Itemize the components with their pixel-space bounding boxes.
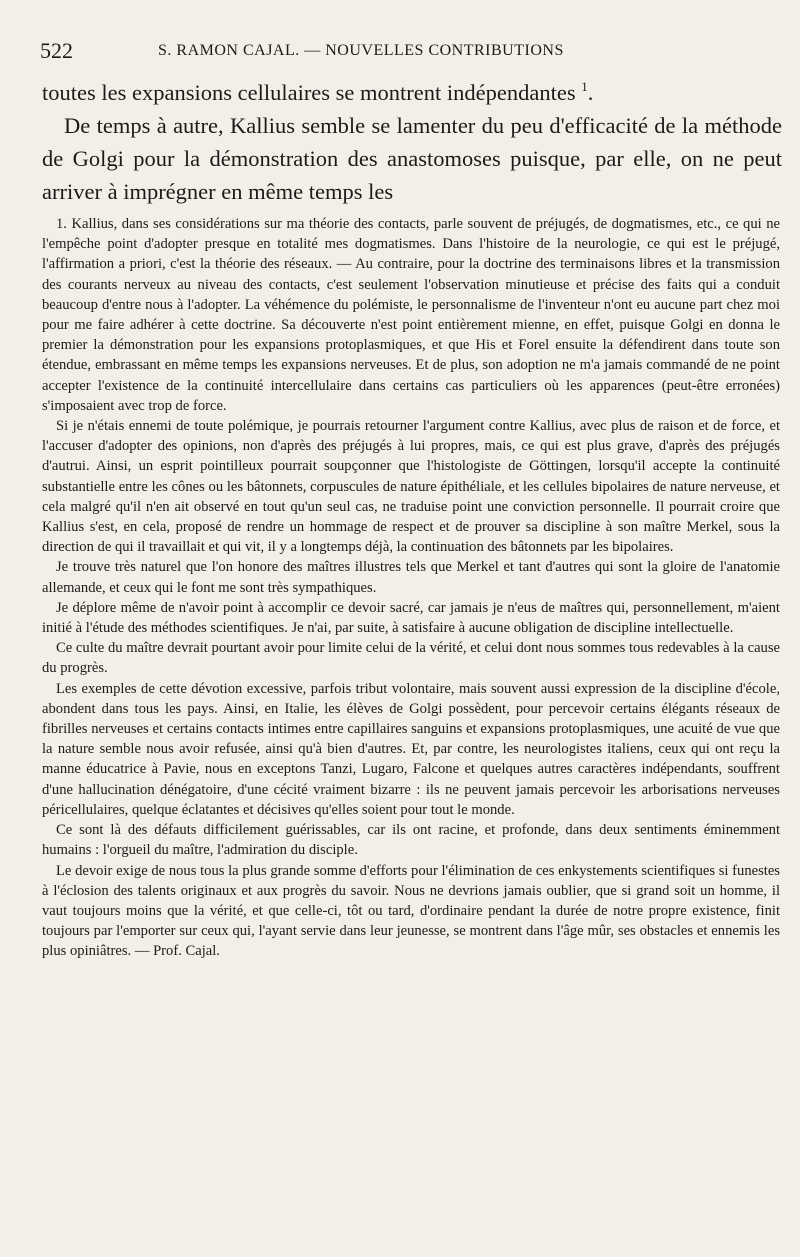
- page-header: [40, 38, 780, 64]
- page-number: 522: [40, 38, 73, 63]
- footnote-paragraph: Si je n'étais ennemi de toute polémique, je pourrais retourner l'argument contre Kallius, avec plus de raison et de force, et l'accuser d'adopter des opinions, non d'après des préjugés à lui propres, mais, ce qui est plus grave, d'après des préjugés d'autrui. Ainsi, un esprit pointilleux pourrait soupçonner que l'histologiste de Göttingen, lorsqu'il accepte la continuité substantielle entre les cônes ou les bâtonnets, corpuscules de nature épithéliale, et les cellules bipolaires de nature nerveuse, et cela malgré qu'il n'en ait observé en tout qu'un seul cas, ne traduise point une conviction personnelle. Il pourrait croire que Kallius s'est, en cela, proposé de rendre un hommage de respect et de prouver sa discipline à son maître Merkel, sous la direction de qui il travaillait et qui vit, il y a longtemps déjà, la continuation des bâtonnets par les bipolaires.: [42, 418, 780, 556]
- footnote-paragraph: Ce culte du maître devrait pourtant avoir pour limite celui de la vérité, et celui dont nous sommes tous redevables à la cause du progrès.: [42, 640, 780, 677]
- running-title: S. RAMON CAJAL. — NOUVELLES CONTRIBUTIONS: [158, 42, 564, 59]
- footnote-paragraph: Je déplore même de n'avoir point à accomplir ce devoir sacré, car jamais je n'eus de maîtres qui, personnellement, m'aient initié à l'étude des méthodes scientifiques. Je n'ai, par suite, à satisfaire à aucune obligation de discipline intellectuelle.: [42, 599, 780, 637]
- footnotes: [42, 214, 780, 962]
- footnote-paragraph: Ce sont là des défauts difficilement guérissables, car ils ont racine, et profonde, dans deux sentiments éminemment humains : l'orgueil du maître, l'admiration du disciple.: [42, 822, 780, 859]
- footnote-paragraph: Je trouve très naturel que l'on honore des maîtres illustres tels que Merkel et tant d'autres qui sont la gloire de l'anatomie allemande, et ceux qui le font me sont très sympathiques.: [42, 559, 780, 596]
- footnote-paragraph: 1. Kallius, dans ses considérations sur ma théorie des contacts, parle souvent de préjugés, de dogmatismes, etc., ce qui ne l'empêche point d'adopter presque en totalité mes dogmatismes. Dans l'histoire de la neurologie, ce qui est le préjugé, l'affirmation a priori, c'est la théorie des réseaux. — Au contraire, pour la doctrine des terminaisons libres et la transmission des courants nerveux au niveau des contacts, c'est seulement l'observation minutieuse et précise des faits qui a conduit beaucoup d'entre nous à l'adopter. La véhémence du polémiste, le personnalisme de l'inventeur n'ont eu aucune part chez moi pour me faire adhérer à cette doctrine. Sa découverte n'est point entièrement mienne, en effet, puisque Golgi en donna le premier la démonstration pour les expansions protoplasmiques, et que His et Forel ensuite la défendirent dans toute son étendue, embrassant en même temps les expansions nerveuses. Et de plus, son adoption ne m'a jamais commandé de ne point accepter l'existence de la continuité intercellulaire dans certains cas particuliers où les apparences (peut-être erronées) s'imposaient avec trop de force.: [42, 216, 780, 414]
- footnote-paragraph: Les exemples de cette dévotion excessive, parfois tribut volontaire, mais souvent aussi expression de la discipline d'école, abondent dans tous les pays. Ainsi, en Italie, les élèves de Golgi possèdent, pour percevoir certains élégants réseaux de fibrilles nerveuses et certains contacts intimes entre capillaires sanguins et expansions protoplasmiques, une acuité de vue que la nature semble nous avoir refusée, ainsi qu'à bien d'autres. Et, par contre, les neurologistes italiens, ceux qui ont reçu la manne éducatrice à Pavie, nous en exceptons Tanzi, Lugaro, Falcone et quelques autres caractères indépendants, souffrent d'une hallucination dénégatoire, d'une cécité vraiment bizarre : ils ne peuvent jamais percevoir les arborisations nerveuses péricellulaires, quelque éclatantes et décisives qu'elles soient pour tout le monde.: [42, 680, 780, 818]
- main-text: [42, 70, 782, 208]
- main-paragraph-2: De temps à autre, Kallius semble se lamenter du peu d'efficacité de la méthode de Golgi pour la démonstration des anastomoses puisque, par elle, on ne peut arriver à imprégner en même temps les: [42, 113, 782, 204]
- main-paragraph-1: [42, 70, 782, 109]
- main-paragraph-1-text: toutes les expansions cellulaires se montrent indépendantes: [42, 80, 576, 105]
- main-paragraph-1-end: .: [587, 80, 594, 105]
- footnote-paragraph: Le devoir exige de nous tous la plus grande somme d'efforts pour l'élimination de ces enkystements scientifiques si funestes à l'éclosion des talents originaux et aux progrès du savoir. Nous ne devrions jamais oublier, que si grand soit un homme, il vaut toujours moins que la vérité, et que celle-ci, tôt ou tard, d'ordinaire pendant la durée de notre propre existence, finit toujours par l'emporter sur ceux qui, l'ayant servie dans leur jeunesse, se montrent dans l'âge mûr, ses obstacles et ennemis les plus opiniâtres. — Prof. Cajal.: [42, 862, 780, 960]
- footnote-reference: 1: [581, 79, 588, 94]
